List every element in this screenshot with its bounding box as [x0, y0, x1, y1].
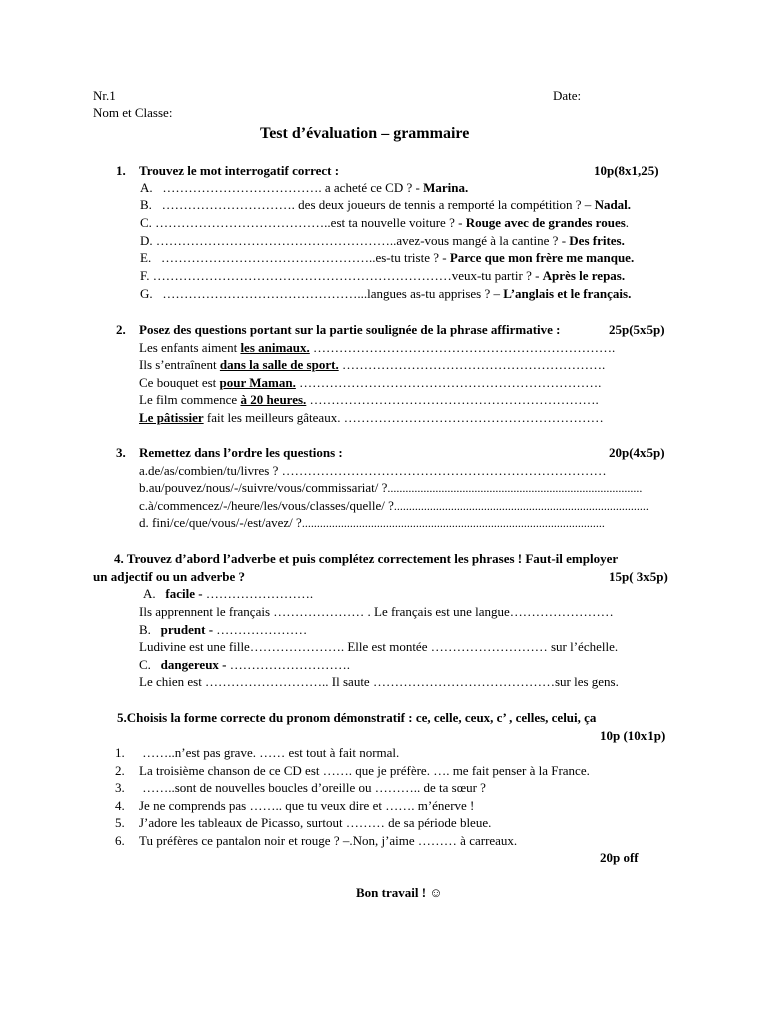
- section1-heading: Trouvez le mot interrogatif correct :: [139, 163, 340, 178]
- section2-item: Ils s’entraînent dans la salle de sport. …………………………………………………….: [139, 357, 606, 372]
- total-points: 20p off: [600, 850, 639, 865]
- section2-item: Le pâtissier fait les meilleurs gâteaux. ……………………………………………………: [139, 410, 604, 425]
- section3-item: b.au/pouvez/nous/-/suivre/vous/commissariat/ ?.....................................................................................: [139, 480, 643, 495]
- section5-item: 2. La troisième chanson de ce CD est ……. que je préfère. …. me fait penser à la France.: [115, 763, 590, 778]
- section1-item: A. ………………………………. a acheté ce CD ? - Marina.: [140, 180, 469, 195]
- section4-heading-line1: 4. Trouvez d’abord l’adverbe et puis complétez correctement les phrases ! Faut-il employer: [114, 551, 619, 566]
- section4-sentence: Le chien est ……………………….. Il saute ……………………………………sur les gens.: [139, 674, 619, 689]
- date-label: Date:: [553, 88, 582, 103]
- section4-points: 15p( 3x5p): [609, 569, 668, 584]
- section1-item: F. ……………………………………………………………veux-tu partir ? - Après le repas.: [140, 268, 626, 283]
- section1-number: 1.: [116, 163, 126, 178]
- section3-number: 3.: [116, 445, 126, 460]
- section5-points: 10p (10x1p): [600, 728, 666, 743]
- section1-points: 10p(8x1,25): [594, 163, 659, 178]
- section1-item: C. …………………………………..est ta nouvelle voiture ? - Rouge avec de grandes roues.: [140, 215, 630, 230]
- section4-sentence: Ludivine est une fille…………………. Elle est montée ……………………… sur l’échelle.: [139, 639, 619, 654]
- section5-heading: 5.Choisis la forme correcte du pronom démonstratif : ce, celle, ceux, c’ , celles, celui, ça: [117, 710, 597, 725]
- section2-item: Le film commence à 20 heures. ………………………………………………………….: [139, 392, 599, 407]
- section2-number: 2.: [116, 322, 126, 337]
- section1-item: D. ………………………………………………..avez-vous mangé à la cantine ? - Des frites.: [140, 233, 625, 248]
- section4-word-row: A. facile - …………………….: [143, 586, 314, 601]
- section2-item: Les enfants aiment les animaux. …………………………………………………………….: [139, 340, 616, 355]
- name-class-label: Nom et Classe:: [93, 105, 173, 120]
- section1-item: G. ………………………………………...langues as-tu apprises ? – L’anglais et le français.: [140, 286, 632, 301]
- closing-message: Bon travail ! ☺: [356, 885, 443, 900]
- section4-word-row: B. prudent - …………………: [139, 622, 308, 637]
- section5-item: 6. Tu préfères ce pantalon noir et rouge ? –.Non, j’aime ……… à carreaux.: [115, 833, 518, 848]
- section2-points: 25p(5x5p): [609, 322, 665, 337]
- section4-word-row: C. dangereux - ……………………….: [139, 657, 351, 672]
- section3-item: a.de/as/combien/tu/livres ? …………………………………………………………………: [139, 463, 607, 478]
- section3-item: d. fini/ce/que/vous/-/est/avez/ ?.....................................................................................................: [139, 515, 605, 530]
- section3-item: c.à/commencez/-/heure/les/vous/classes/quelle/ ?.....................................................................................: [139, 498, 649, 513]
- page-title: Test d’évaluation – grammaire: [260, 125, 470, 142]
- section1-item: B. …………………………. des deux joueurs de tennis a remporté la compétition ? – Nadal.: [140, 197, 632, 212]
- section2-item: Ce bouquet est pour Maman. …………………………………………………………….: [139, 375, 602, 390]
- section3-points: 20p(4x5p): [609, 445, 665, 460]
- section3-heading: Remettez dans l’ordre les questions :: [139, 445, 343, 460]
- section5-item: 4. Je ne comprends pas …….. que tu veux dire et ……. m’énerve !: [115, 798, 475, 813]
- section4-sentence: Ils apprennent le français ………………… . Le français est une langue……………………: [139, 604, 614, 619]
- section5-item: 5. J’adore les tableaux de Picasso, surtout ……… de sa période bleue.: [115, 815, 492, 830]
- section2-heading: Posez des questions portant sur la partie soulignée de la phrase affirmative :: [139, 322, 561, 337]
- section4-heading-line2: un adjectif ou un adverbe ?: [93, 569, 246, 584]
- section5-item: 3. ……..sont de nouvelles boucles d’oreille ou ……….. de ta sœur ?: [115, 780, 486, 795]
- section5-item: 1. ……..n’est pas grave. …… est tout à fait normal.: [115, 745, 400, 760]
- test-number: Nr.1: [93, 88, 116, 103]
- section1-item: E. …………………………………………..es-tu triste ? - Parce que mon frère me manque.: [140, 250, 635, 265]
